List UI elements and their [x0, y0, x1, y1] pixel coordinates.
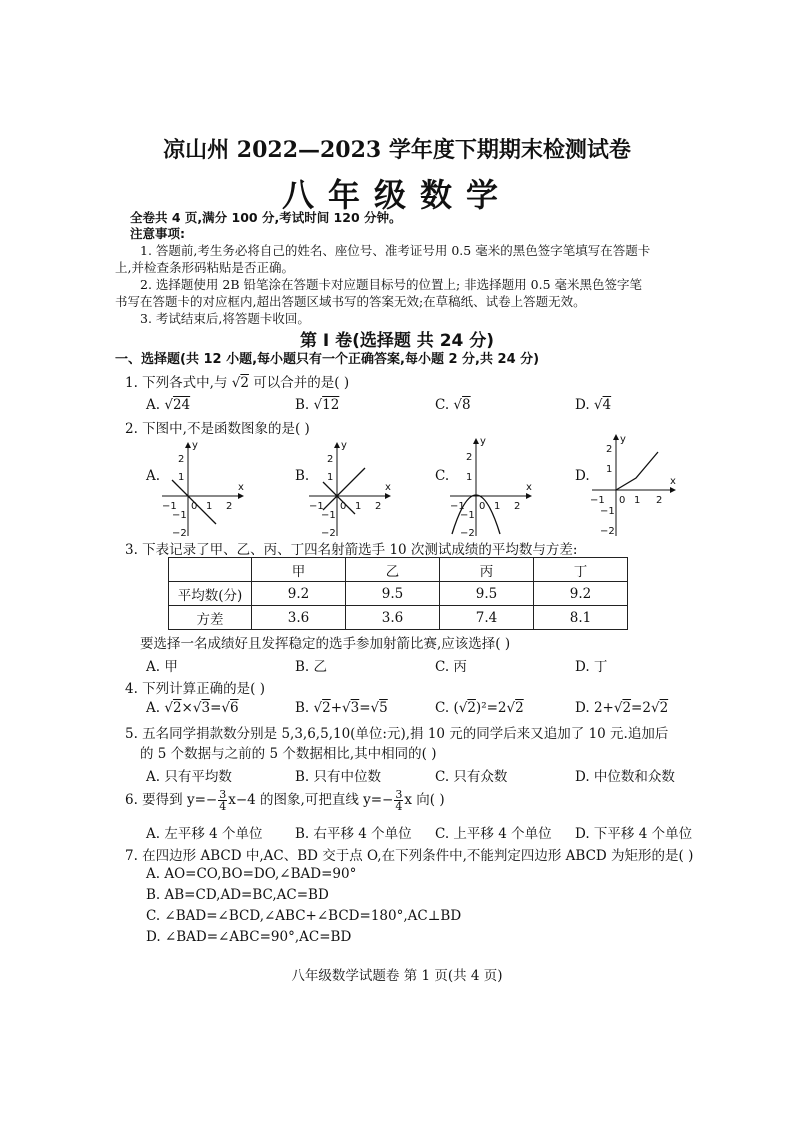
table-header-cell: 丙	[440, 558, 534, 582]
y-axis-arrow	[334, 442, 340, 448]
notice-1a: 1. 答题前,考生务必将自己的姓名、座位号、准考证号用 0.5 毫米的黑色签字笔填写在答题卡	[140, 243, 651, 258]
y-axis-arrow	[185, 442, 191, 448]
q1-sqrt: √2	[231, 375, 249, 391]
tick-yn1: −1	[321, 510, 336, 521]
q4-operator: +	[330, 700, 343, 716]
q6-numerator: 3	[219, 788, 227, 801]
y-label: y	[192, 440, 198, 451]
table-row	[169, 582, 628, 606]
table-cell: 3.6	[346, 606, 440, 630]
q5-option-b: B. 只有中位数	[295, 769, 382, 785]
table-cell: 3.6	[252, 606, 346, 630]
table-cell: 9.5	[346, 582, 440, 606]
graph-line	[616, 452, 658, 490]
q6-numerator: 3	[395, 788, 403, 801]
q4-option-b: B. √2+√3=√5	[295, 700, 388, 716]
table-cell: 平均数(分)	[169, 582, 252, 606]
table-header-row	[169, 558, 628, 582]
notice-3: 3. 考试结束后,将答题卡收回。	[140, 311, 310, 326]
q2-option-d-letter: D.	[575, 468, 590, 484]
q4-radicand: 5	[379, 700, 388, 716]
q1-radicand: 2	[240, 375, 249, 391]
origin-label: 0	[191, 501, 198, 512]
q1-stem-b: 可以合并的是( )	[253, 375, 350, 391]
q4-radicand: 3	[350, 700, 360, 716]
tick-xn1: −1	[450, 501, 465, 512]
q1-option-radicand: 4	[602, 397, 612, 413]
q4-equals: =	[210, 700, 222, 716]
tick-x1: 1	[634, 495, 641, 506]
question-5-stem-b: 的 5 个数据与之前的 5 个数据相比,其中相同的( )	[140, 746, 437, 762]
q4-letter: C.	[435, 700, 450, 716]
table-header-cell	[169, 558, 252, 582]
q3-option-c: C. 丙	[435, 659, 467, 675]
x-axis-arrow	[526, 493, 532, 499]
y-label: y	[620, 434, 626, 445]
subject-title: 八年级数学	[281, 176, 512, 214]
q4-radicand: 2	[622, 700, 632, 716]
y-axis-arrow	[473, 438, 479, 444]
q1-option-radicand: 8	[462, 397, 471, 413]
q1-option-c: C. √8	[435, 397, 471, 413]
q2-graph-d	[588, 432, 684, 540]
q1-option-radicand: 24	[172, 397, 191, 413]
q2-option-c-letter: C.	[435, 468, 450, 484]
q2-option-a-letter: A.	[146, 468, 161, 484]
q1-option-letter: C.	[435, 397, 450, 413]
q1-option-letter: A.	[146, 397, 161, 413]
q4-radicand: 2	[659, 700, 669, 716]
q4-operator: ×	[181, 700, 193, 716]
question-1-stem	[125, 371, 349, 391]
table-header-cell: 丁	[534, 558, 628, 582]
table-cell: 9.5	[440, 582, 534, 606]
tick-y2: 2	[178, 454, 185, 465]
exam-title: 凉山州 2022—2023 学年度下期期末检测试卷	[163, 137, 631, 163]
y-label: y	[341, 440, 347, 451]
question-3-stem: 3. 下表记录了甲、乙、丙、丁四名射箭选手 10 次测试成绩的平均数与方差:	[125, 542, 578, 558]
table-header-cell: 甲	[252, 558, 346, 582]
tick-y1: 1	[178, 472, 185, 483]
origin-label: 0	[619, 495, 626, 506]
y-axis-arrow	[613, 434, 619, 440]
table-cell: 8.1	[534, 606, 628, 630]
q2-graph-b	[305, 440, 397, 540]
q7-option-a: A. AO=CO,BO=DO,∠BAD=90°	[146, 866, 357, 882]
q4-letter: D.	[575, 700, 590, 716]
notice-1b: 上,并检查条形码粘贴是否正确。	[115, 260, 294, 275]
table-row	[169, 606, 628, 630]
q4-equals: =2	[631, 700, 651, 716]
q6-fraction	[394, 789, 403, 812]
section-title: 第 Ⅰ 卷(选择题 共 24 分)	[299, 331, 495, 351]
x-axis-arrow	[385, 493, 391, 499]
x-label: x	[238, 482, 244, 493]
duration-line: 全卷共 4 页,满分 100 分,考试时间 120 分钟。	[130, 210, 402, 225]
question-5-stem-a: 5. 五名同学捐款数分别是 5,3,6,5,10(单位:元),捐 10 元的同学后来又追加了 10 元.追加后	[125, 726, 669, 742]
table-cell: 9.2	[534, 582, 628, 606]
notice-2a: 2. 选择题使用 2B 铅笔涂在答题卡对应题目标号的位置上; 非选择题用 0.5 毫米黑色签字笔	[140, 277, 642, 292]
q1-stem-a: 1. 下列各式中,与	[125, 375, 228, 391]
table-cell: 7.4	[440, 606, 534, 630]
q4-equals: =	[359, 700, 371, 716]
q4-radicand: 3	[201, 700, 211, 716]
notice-title: 注意事项:	[130, 226, 185, 241]
q7-option-b: B. AB=CD,AD=BC,AC=BD	[146, 887, 329, 903]
tick-yn1: −1	[600, 506, 615, 517]
q4-radicand: 2	[515, 700, 524, 716]
q4-radicand: 2	[322, 700, 331, 716]
notice-2b: 书写在答题卡的对应框内,超出答题区域书写的答案无效;在草稿纸、试卷上答题无效。	[115, 294, 586, 309]
table-cell: 方差	[169, 606, 252, 630]
origin-label: 0	[340, 501, 347, 512]
q4-option-d: D. 2+√2=2√2	[575, 700, 669, 716]
q4-paren-close: )²=2	[475, 700, 507, 716]
q4-paren-open: (	[453, 700, 459, 716]
q5-option-a: A. 只有平均数	[146, 769, 232, 785]
q3-follow: 要选择一名成绩好且发挥稳定的选手参加射箭比赛,应该选择( )	[140, 636, 511, 652]
tick-y1: 1	[327, 472, 334, 483]
origin-label: 0	[479, 501, 486, 512]
page-footer: 八年级数学试题卷 第 1 页(共 4 页)	[291, 968, 503, 984]
question-2-stem: 2. 下图中,不是函数图象的是( )	[125, 421, 310, 437]
tick-xn1: −1	[590, 495, 605, 506]
table-header-cell: 乙	[346, 558, 440, 582]
q1-option-letter: B.	[295, 397, 310, 413]
q5-option-d: D. 中位数和众数	[575, 769, 675, 785]
tick-y2: 2	[606, 444, 613, 455]
part-one-heading: 一、选择题(共 12 小题,每小题只有一个正确答案,每小题 2 分,共 24 分)	[115, 352, 540, 367]
x-label: x	[670, 476, 676, 487]
q4-radicand: 2	[467, 700, 476, 716]
tick-yn2: −2	[600, 526, 615, 537]
q2-graph-c	[446, 436, 538, 540]
q4-radicand: 6	[229, 700, 239, 716]
q6-stem-a: 6. 要得到 y=−	[125, 792, 218, 808]
q4-prefix: 2+	[593, 700, 614, 716]
tick-x1: 1	[494, 501, 501, 512]
q6-fraction	[218, 789, 227, 812]
x-axis-arrow	[670, 487, 676, 493]
tick-y1: 1	[466, 472, 473, 483]
tick-yn2: −2	[460, 528, 475, 539]
y-label: y	[480, 436, 486, 447]
x-label: x	[526, 482, 532, 493]
question-4-stem: 4. 下列计算正确的是( )	[125, 681, 265, 697]
q3-option-a: A. 甲	[146, 659, 178, 675]
q6-denominator: 4	[219, 800, 227, 813]
q1-option-d: D. √4	[575, 397, 612, 413]
q6-option-c: C. 上平移 4 个单位	[435, 826, 552, 842]
tick-x2: 2	[514, 501, 521, 512]
q7-option-c: C. ∠BAD=∠BCD,∠ABC+∠BCD=180°,AC⊥BD	[146, 908, 462, 924]
q4-letter: B.	[295, 700, 310, 716]
q4-letter: A.	[146, 700, 161, 716]
q6-option-b: B. 右平移 4 个单位	[295, 826, 412, 842]
q6-option-d: D. 下平移 4 个单位	[575, 826, 693, 842]
q3-option-b: B. 乙	[295, 659, 328, 675]
tick-xn1: −1	[162, 501, 177, 512]
tick-xn1: −1	[309, 501, 324, 512]
tick-x1: 1	[206, 501, 213, 512]
tick-y2: 2	[327, 454, 334, 465]
q6-denominator: 4	[395, 800, 403, 813]
q3-option-d: D. 丁	[575, 659, 608, 675]
table-cell: 9.2	[252, 582, 346, 606]
tick-yn1: −1	[460, 510, 475, 521]
q5-option-c: C. 只有众数	[435, 769, 508, 785]
x-axis-arrow	[238, 493, 244, 499]
x-label: x	[385, 482, 391, 493]
tick-x1: 1	[355, 501, 362, 512]
q1-option-radicand: 12	[322, 397, 340, 413]
score-table	[168, 557, 628, 630]
q7-option-d: D. ∠BAD=∠ABC=90°,AC=BD	[146, 929, 352, 945]
q4-option-c: C. (√2)²=2√2	[435, 700, 524, 716]
tick-yn2: −2	[172, 528, 187, 539]
q2-graph-a	[158, 440, 250, 540]
q6-stem-c: x 向( )	[404, 792, 445, 808]
tick-yn1: −1	[172, 510, 187, 521]
q4-option-a: A. √2×√3=√6	[146, 700, 239, 716]
tick-y1: 1	[606, 464, 613, 475]
q6-option-a: A. 左平移 4 个单位	[146, 826, 263, 842]
tick-x2: 2	[375, 501, 382, 512]
q1-option-letter: D.	[575, 397, 590, 413]
tick-y2: 2	[466, 452, 473, 463]
q1-option-b: B. √12	[295, 397, 340, 413]
q2-option-b-letter: B.	[295, 468, 310, 484]
q6-stem-b: x−4 的图象,可把直线 y=−	[228, 792, 394, 808]
q4-radicand: 2	[172, 700, 182, 716]
question-7-stem: 7. 在四边形 ABCD 中,AC、BD 交于点 O,在下列条件中,不能判定四边形 ABCD 为矩形的是( )	[125, 848, 694, 864]
question-6-stem	[125, 788, 445, 812]
tick-x2: 2	[656, 495, 663, 506]
tick-x2: 2	[226, 501, 233, 512]
q1-option-a: A. √24	[146, 397, 191, 413]
tick-yn2: −2	[321, 528, 336, 539]
